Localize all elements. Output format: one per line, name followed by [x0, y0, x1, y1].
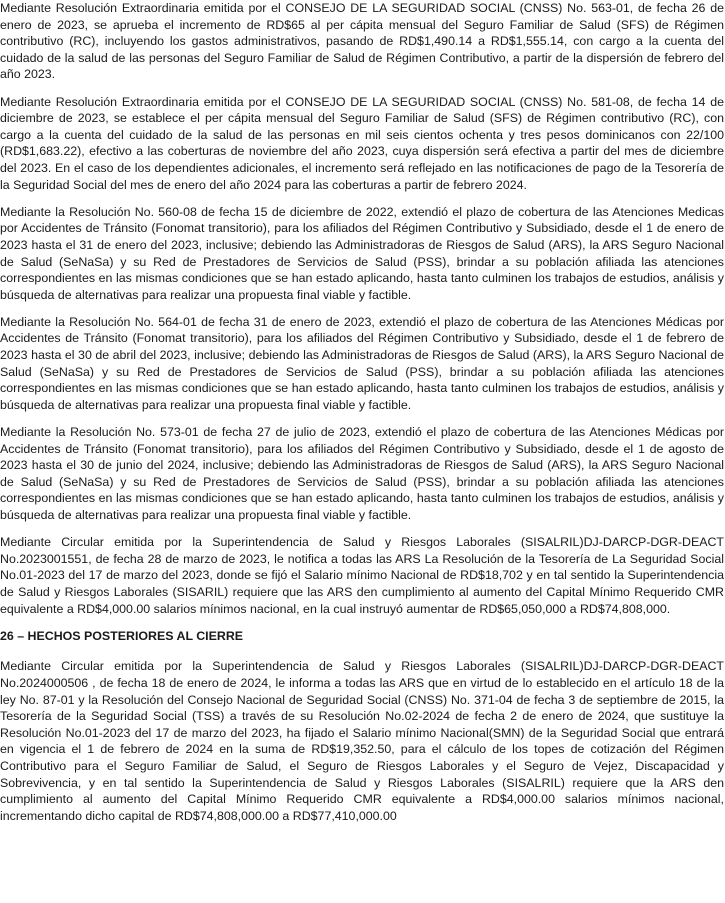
paragraph-resolucion-564-01: Mediante la Resolución No. 564-01 de fecha 31 de enero de 2023, extendió el plazo de cobertura de las Atenciones Médicas por Accidentes de Tránsito (Fonomat transitorio), para los afiliados del Régimen Contributivo y Subsidiado, desde el 1 de febrero de 2023 hasta el 30 de abril del 2023, inclusive; debiendo las Administradoras de Riesgos de Salud (ARS), la ARS Seguro Nacional de Salud (SeNaSa) y su Red de Prestadores de Servicios de Salud (PSS), brindar a su población afiliada las atenciones correspondientes en las mismas condiciones que se han estado aplicando, hasta tanto culminen los trabajos de estudios, análisis y búsqueda de alternativas para realizar una propuesta final viable y factible. — [0, 314, 724, 412]
paragraph-cnss-581-08: Mediante Resolución Extraordinaria emitida por el CONSEJO DE LA SEGURIDAD SOCIAL (CNSS) No. 581-08, de fecha 14 de diciembre de 2023, se establece el per cápita mensual del Seguro Familiar de Salud (SFS) de Régimen contributivo (RC), con cargo a la cuenta del cuidado de la salud de las personas en mil seis cientos ochenta y tres pesos dominicanos con 22/100 (RD$1,683.22), efectivo a las coberturas de noviembre del año 2023, cuya dispersión será efectiva a partir del mes de diciembre del 2023. En el caso de los dependientes adicionales, el incremento será reflejado en las notificaciones de pago de la Tesorería de la Seguridad Social del mes de enero del año 2024 para las coberturas a partir de febrero 2024. — [0, 94, 724, 192]
paragraph-circular-2023001551: Mediante Circular emitida por la Superintendencia de Salud y Riesgos Laborales (SISALRIL)DJ-DARCP-DGR-DEACT No.2023001551, de fecha 28 de marzo de 2023, le notifica a todas las ARS La Resolución de la Tesorería de La Seguridad Social No.01-2023 del 17 de marzo del 2023, donde se fijó el Salario mínimo Nacional de RD$18,702 y en tal sentido la Superintendencia de Salud y Riesgos Laborales (SISARIL) requiere que las ARS den cumplimiento al aumento del Capital Mínimo Requerido CMR equivalente a RD$4,000.00 salarios mínimos nacional, en la cual instruyó aumentar de RD$65,050,000 a RD$74,808,000. — [0, 535, 724, 616]
paragraph-circular-2024000506: Mediante Circular emitida por la Superintendencia de Salud y Riesgos Laborales (SISALRIL)DJ-DARCP-DGR-DEACT No.2024000506 , de fecha 18 de enero de 2024, le informa a todas las ARS que en virtud de lo establecido en el artículo 18 de la ley No. 87-01 y la Resolución del Consejo Nacional de Seguridad Social (CNSS) No. 371-04 de fecha 3 de septiembre de 2015, la Tesorería de la Seguridad Social (TSS) a través de su Resolución No.02-2024 de fecha 2 de enero de 2024, que sustituye la Resolución No.01-2023 del 17 de marzo del 2023, ha fijado el Salario mínimo Nacional(SMN) de la Seguridad Social que entrará en vigencia el 1 de febrero de 2024 en la suma de RD$19,352.50, para el cálculo de los topes de cotización del Régimen Contributivo para el Seguro Familiar de Salud, el Seguro de Riesgos Laborales y el Seguro de Vejez, Discapacidad y Sobrevivencia, y en tal sentido la Superintendencia de Salud y Riesgos Laborales (SISALRIL) requiere que la ARS den cumplimiento al aumento del Capital Mínimo Requerido CMR equivalente a RD$4,000.00 salarios mínimos nacional, incrementando dicho capital de RD$74,808,000.00 a RD$77,410,000.00 — [0, 659, 724, 823]
paragraph-cnss-563-01: Mediante Resolución Extraordinaria emitida por el CONSEJO DE LA SEGURIDAD SOCIAL (CNSS) No. 563-01, de fecha 26 de enero de 2023, se aprueba el incremento de RD$65 al per cápita mensual del Seguro Familiar de Salud (SFS) de Régimen contributivo (RC), incluyendo los gastos administrativos, pasando de RD$1,490.14 a RD$1,555.14, con cargo a la cuenta del cuidado de la salud de las personas del Seguro Familiar de Salud de Régimen Contributivo, a partir de la dispersión de febrero del año 2023. — [0, 1, 724, 82]
paragraph-resolucion-573-01: Mediante la Resolución No. 573-01 de fecha 27 de julio de 2023, extendió el plazo de cobertura de las Atenciones Médicas por Accidentes de Tránsito (Fonomat transitorio), para los afiliados del Régimen Contributivo y Subsidiado, desde el 1 de agosto de 2023 hasta el 30 de junio del 2024, inclusive; debiendo las Administradoras de Riesgos de Salud (ARS), la ARS Seguro Nacional de Salud (SeNaSa) y su Red de Prestadores de Servicios de Salud (PSS), brindar a su población afiliada las atenciones correspondientes en las mismas condiciones que se han estado aplicando, hasta tanto culminen los trabajos de estudios, análisis y búsqueda de alternativas para realizar una propuesta final viable y factible. — [0, 425, 724, 522]
section-heading: 26 – HECHOS POSTERIORES AL CIERRE — [0, 628, 244, 643]
paragraph-resolucion-560-08: Mediante la Resolución No. 560-08 de fecha 15 de diciembre de 2022, extendió el plazo de cobertura de las Atenciones Medicas por Accidentes de Tránsito (Fonomat transitorio), para los afiliados del Régimen Contributivo y Subsidiado, desde el 1 de enero de 2023 hasta el 31 de enero del 2023, inclusive; debiendo las Administradoras de Riesgos de Salud (ARS), la ARS Seguro Nacional de Salud (SeNaSa) y su Red de Prestadores de Servicios de Salud (PSS), brindar a su población afiliada las atenciones correspondientes en las mismas condiciones que se han estado aplicando, hasta tanto culminen los trabajos de estudios, análisis y búsqueda de alternativas para realizar una propuesta final viable y factible. — [0, 204, 724, 302]
